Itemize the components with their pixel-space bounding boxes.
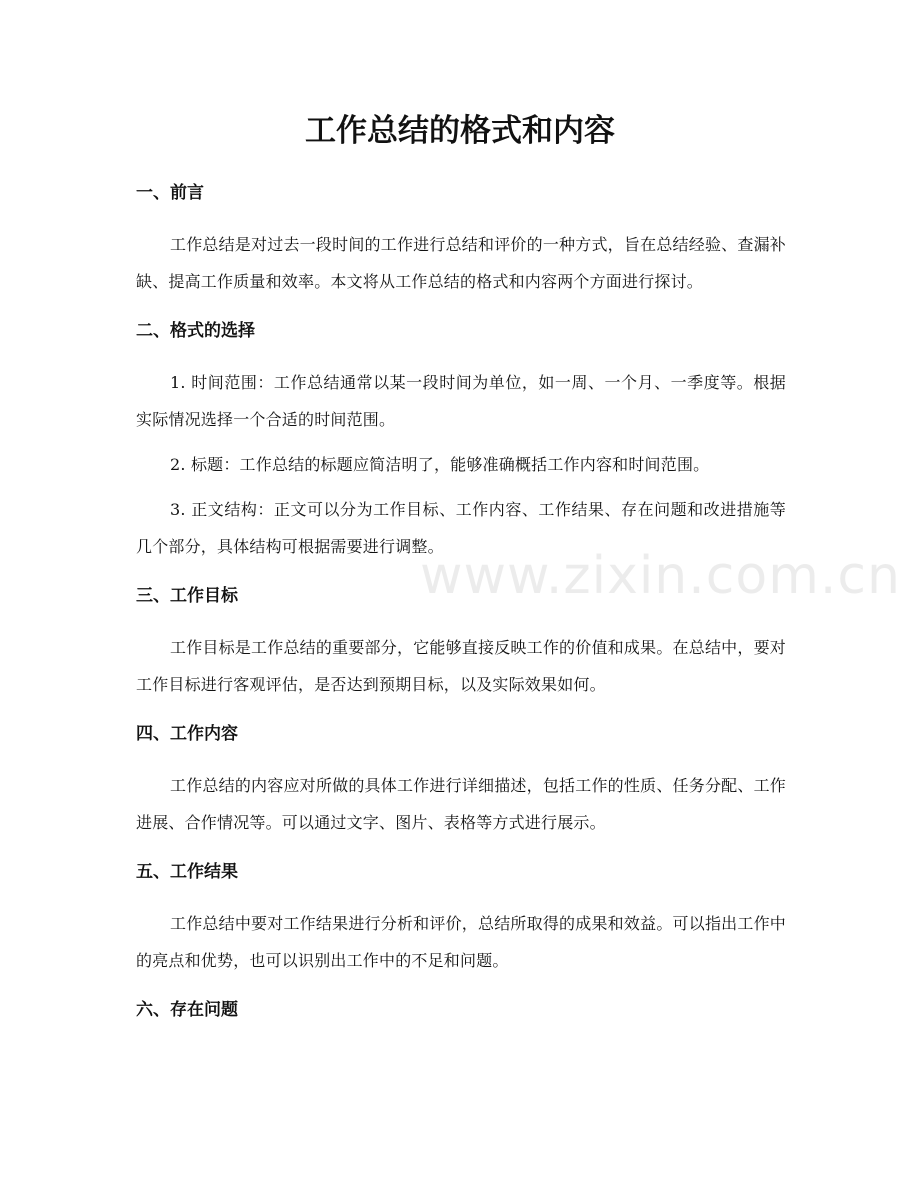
section-heading: 二、格式的选择 bbox=[136, 321, 255, 341]
paragraph: 工作总结是对过去一段时间的工作进行总结和评价的一种方式，旨在总结经验、查漏补缺、提高工作质量和效率。本文将从工作总结的格式和内容两个方面进行探讨。 bbox=[136, 235, 786, 291]
page-title: 工作总结的格式和内容 bbox=[305, 113, 615, 149]
section-format bbox=[136, 318, 786, 565]
list-item-paragraph: 2. 标题：工作总结的标题应简洁明了，能够准确概括工作内容和时间范围。 bbox=[170, 455, 710, 474]
section-heading: 四、工作内容 bbox=[136, 724, 238, 744]
section-heading: 一、前言 bbox=[136, 183, 204, 203]
section-content bbox=[136, 721, 786, 841]
paragraph: 工作目标是工作总结的重要部分，它能够直接反映工作的价值和成果。在总结中，要对工作目标进行客观评估，是否达到预期目标，以及实际效果如何。 bbox=[136, 638, 786, 694]
paragraph: 工作总结中要对工作结果进行分析和评价，总结所取得的成果和效益。可以指出工作中的亮点和优势，也可以识别出工作中的不足和问题。 bbox=[136, 914, 786, 970]
section-heading: 三、工作目标 bbox=[136, 586, 238, 606]
watermark: www.zixin.com.cn bbox=[420, 546, 901, 606]
section-heading: 六、存在问题 bbox=[136, 1000, 238, 1020]
document-body bbox=[136, 180, 786, 1043]
list-item-paragraph: 1. 时间范围：工作总结通常以某一段时间为单位，如一周、一个月、一季度等。根据实际情况选择一个合适的时间范围。 bbox=[136, 373, 786, 429]
list-item-paragraph: 3. 正文结构：正文可以分为工作目标、工作内容、工作结果、存在问题和改进措施等几个部分，具体结构可根据需要进行调整。 bbox=[136, 500, 786, 556]
section-problems bbox=[136, 997, 786, 1023]
section-results bbox=[136, 859, 786, 979]
section-preface bbox=[136, 180, 786, 300]
section-goals bbox=[136, 583, 786, 703]
paragraph: 工作总结的内容应对所做的具体工作进行详细描述，包括工作的性质、任务分配、工作进展、合作情况等。可以通过文字、图片、表格等方式进行展示。 bbox=[136, 776, 786, 832]
section-heading: 五、工作结果 bbox=[136, 862, 238, 882]
